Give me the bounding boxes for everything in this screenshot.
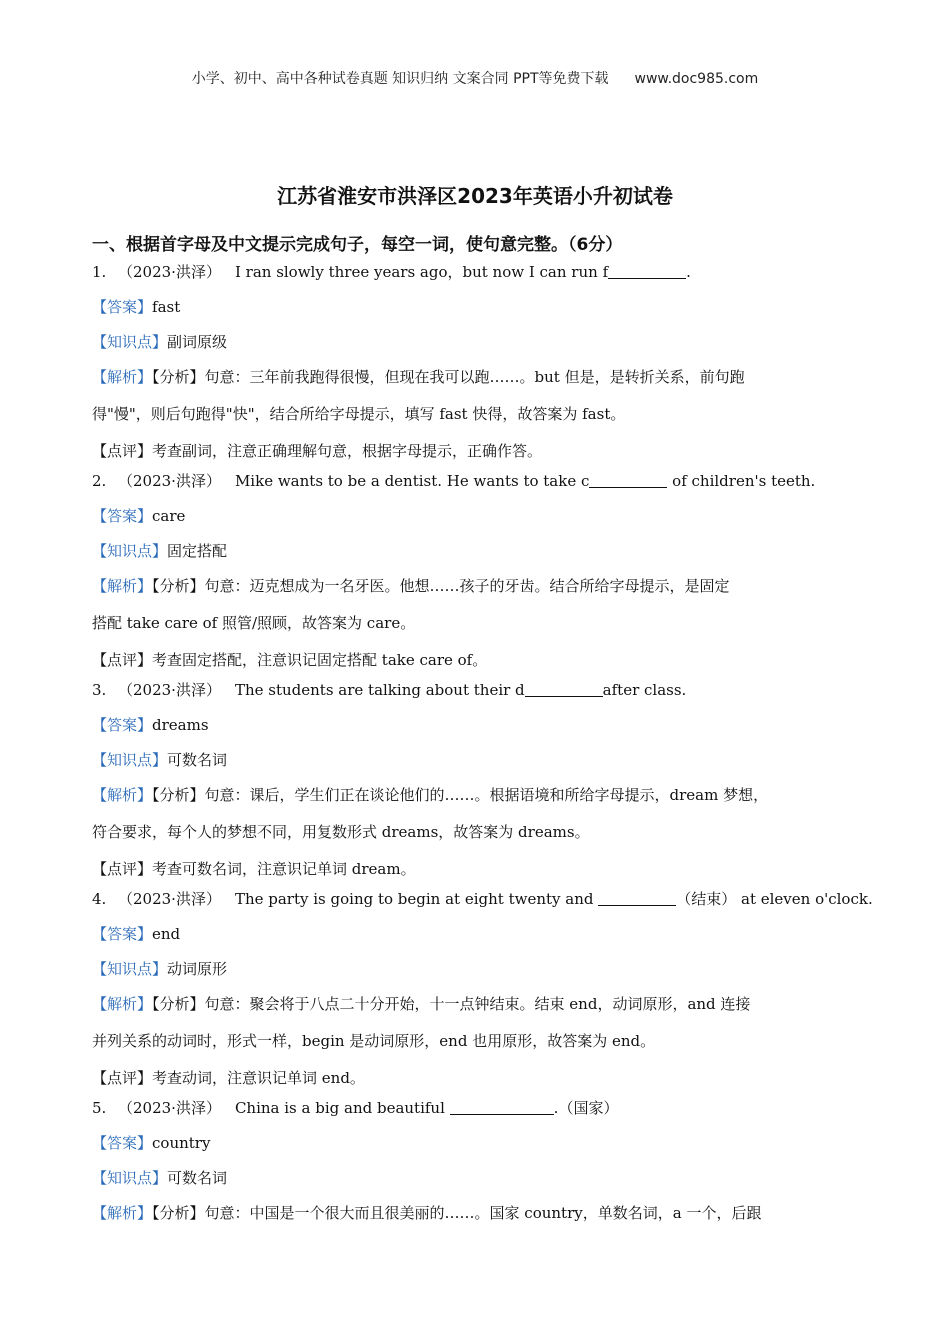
answer-row [92,1132,862,1154]
question-text: China is a big and beautiful [234,1099,450,1117]
knowledge-label: 【知识点】 [92,542,168,560]
analysis-sub-label: 【分析】 [152,577,205,595]
comment-label: 【点评】 [92,442,153,460]
question-stem [92,470,862,492]
knowledge-row [92,958,862,980]
answer-value: care [152,507,186,525]
analysis-sub-label: 【分析】 [152,995,205,1013]
page-header [0,68,950,88]
knowledge-value: 副词原级 [167,333,228,351]
comment-row [92,433,862,470]
question-stem [92,1097,862,1119]
analysis-sub-label: 【分析】 [152,1204,205,1222]
analysis-label: 【解析】 [92,1204,153,1222]
question-stem [92,679,862,701]
question-5 [92,1097,862,1232]
knowledge-label: 【知识点】 [92,751,168,769]
analysis-label: 【解析】 [92,995,153,1013]
header-text: 小学、初中、高中各种试卷真题 知识归纳 文案合同 PPT等免费下载 [191,71,609,87]
question-stem [92,888,873,910]
question-text: Mike wants to be a dentist. He wants to take c [234,472,590,490]
question-number: 2. [92,472,107,490]
analysis [92,1195,862,1232]
answer-blank [525,680,603,697]
answer-row [92,505,862,527]
question-text-after: . [686,263,691,281]
comment-value: 考查副词，注意正确理解句意，根据字母提示，正确作答。 [152,442,543,460]
analysis-line-1: 句意：三年前我跑得很慢，但现在我可以跑……。but 但是，是转折关系，前句跑 [204,368,745,386]
document-title: 江苏省淮安市洪泽区2023年英语小升初试卷 [277,184,673,208]
question-text: The students are talking about their d [234,681,525,699]
comment-row [92,851,862,888]
comment-value: 考查固定搭配，注意识记固定搭配 take care of。 [152,651,488,669]
answer-blank [589,471,667,488]
answer-value: fast [152,298,181,316]
answer-value: end [152,925,181,943]
analysis-sub-label: 【分析】 [152,786,205,804]
comment-value: 考查可数名词，注意识记单词 dream。 [152,860,416,878]
question-number: 5. [92,1099,107,1117]
answer-blank [450,1098,554,1115]
question-source: （2023·洪泽） [118,263,221,281]
knowledge-value: 固定搭配 [167,542,228,560]
analysis-line-2: 搭配 take care of 照管/照顾，故答案为 care。 [92,614,416,632]
analysis-line-1: 句意：中国是一个很大而且很美丽的……。国家 country，单数名词，a 一个，后跟 [204,1204,762,1222]
analysis-line-1: 句意：迈克想成为一名牙医。他想……孩子的牙齿。结合所给字母提示，是固定 [204,577,730,595]
question-number: 1. [92,263,107,281]
section-title: 一、根据首字母及中文提示完成句子，每空一词，使句意完整。（6分） [92,235,623,255]
answer-row [92,923,862,945]
answer-row [92,714,862,736]
knowledge-label: 【知识点】 [92,1169,168,1187]
knowledge-row [92,749,862,771]
question-stem [92,261,862,283]
analysis-line-2: 符合要求，每个人的梦想不同，用复数形式 dreams，故答案为 dreams。 [92,823,590,841]
answer-blank [598,889,676,906]
comment-row [92,1060,862,1097]
question-source: （2023·洪泽） [118,1099,221,1117]
analysis-label: 【解析】 [92,786,153,804]
analysis [92,359,862,433]
analysis-line-1: 句意：聚会将于八点二十分开始，十一点钟结束。结束 end，动词原形，and 连接 [204,995,751,1013]
knowledge-label: 【知识点】 [92,333,168,351]
analysis-label: 【解析】 [92,577,153,595]
analysis [92,986,862,1060]
analysis-line-2: 并列关系的动词时，形式一样，begin 是动词原形，end 也用原形，故答案为 end。 [92,1032,656,1050]
answer-blank [608,262,686,279]
question-text: I ran slowly three years ago，but now I can run f [234,263,609,281]
knowledge-row [92,540,862,562]
analysis-sub-label: 【分析】 [152,368,205,386]
question-text-after: （结束） at eleven o'clock. [676,890,873,908]
answer-value: dreams [152,716,209,734]
question-2 [92,470,862,679]
question-text-after: .（国家） [553,1099,619,1117]
question-text-after: of children's teeth. [667,472,816,490]
answer-label: 【答案】 [92,1134,153,1152]
answer-label: 【答案】 [92,925,153,943]
question-3 [92,679,862,888]
question-text-after: after class. [602,681,687,699]
header-site[interactable]: www.doc985.com [634,71,759,87]
comment-label: 【点评】 [92,1069,153,1087]
question-source: （2023·洪泽） [118,472,221,490]
question-4 [92,888,873,1097]
knowledge-value: 可数名词 [167,751,228,769]
analysis-line-1: 句意：课后，学生们正在谈论他们的……。根据语境和所给字母提示，dream 梦想， [204,786,769,804]
comment-label: 【点评】 [92,651,153,669]
question-source: （2023·洪泽） [118,890,221,908]
analysis-line-2: 得"慢"，则后句跑得"快"，结合所给字母提示，填写 fast 快得，故答案为 fast。 [92,405,626,423]
analysis [92,568,862,642]
question-number: 4. [92,890,107,908]
comment-label: 【点评】 [92,860,153,878]
answer-label: 【答案】 [92,298,153,316]
knowledge-row [92,1167,862,1189]
question-text: The party is going to begin at eight twenty and [234,890,599,908]
knowledge-label: 【知识点】 [92,960,168,978]
question-number: 3. [92,681,107,699]
content [92,230,873,1232]
knowledge-row [92,331,862,353]
question-source: （2023·洪泽） [118,681,221,699]
analysis-label: 【解析】 [92,368,153,386]
answer-label: 【答案】 [92,716,153,734]
answer-label: 【答案】 [92,507,153,525]
question-1 [92,261,862,470]
comment-row [92,642,862,679]
answer-value: country [152,1134,211,1152]
knowledge-value: 可数名词 [167,1169,228,1187]
knowledge-value: 动词原形 [167,960,228,978]
answer-row [92,296,862,318]
analysis [92,777,862,851]
comment-value: 考查动词，注意识记单词 end。 [152,1069,365,1087]
